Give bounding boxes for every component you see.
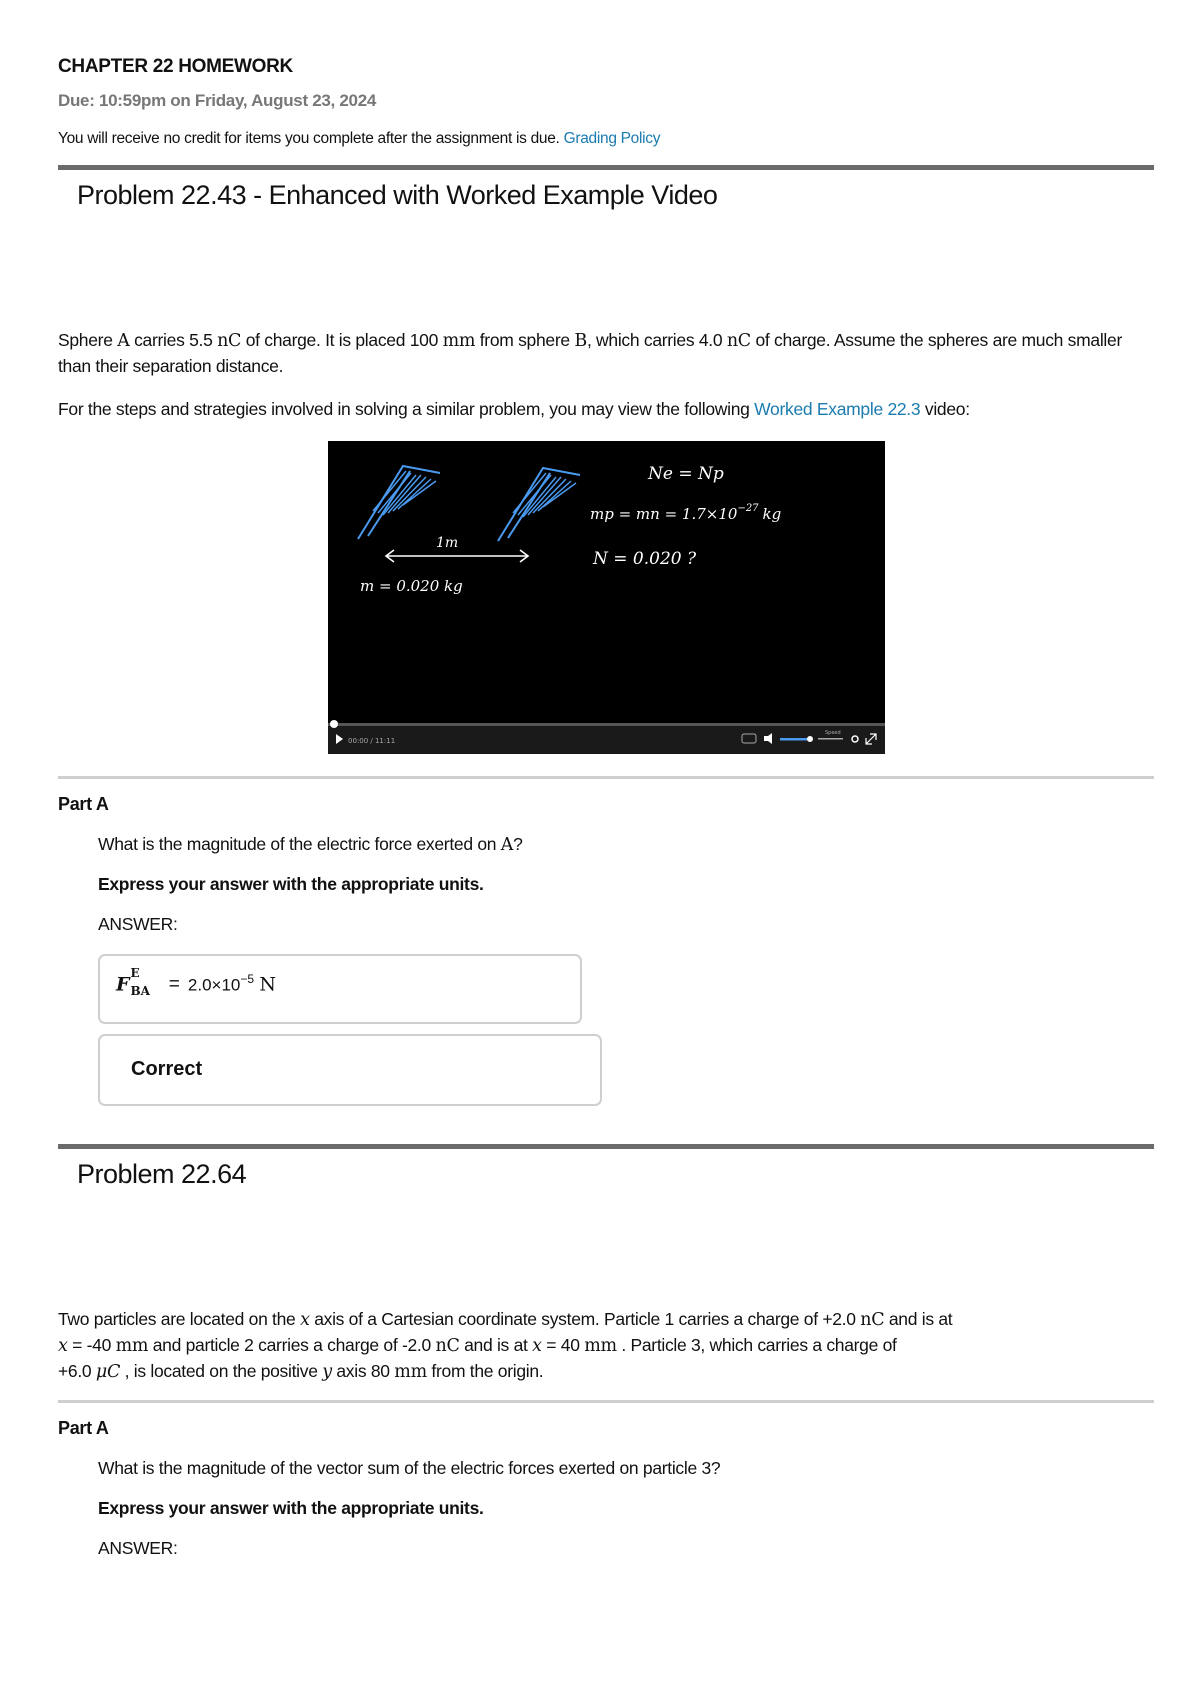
equation-n-value: N = 0.020 ? xyxy=(593,549,697,569)
problem-title: Problem 22.43 - Enhanced with Worked Example Video xyxy=(77,180,718,210)
video-progress-track xyxy=(328,723,885,726)
distance-arrow xyxy=(386,550,528,562)
part-a-instructions-2: Express your answer with the appropriate units. xyxy=(98,1498,484,1518)
correct-status: Correct xyxy=(131,1058,203,1080)
problem-title-2: Problem 22.64 xyxy=(77,1159,247,1189)
problem-2-statement: Two particles are located on the x axis of a Cartesian coordinate system. Particle 1 carries a charge of +2.0 nC and is at x = -40 mm and particle 2 carries a charge of -2.0 nC and is at x = 40 mm . Particle 3, which carries a charge of +6.0 μC , is located on the positive y axis 80 mm from the origin. xyxy=(58,1309,953,1382)
distance-label: 1m xyxy=(436,535,459,551)
equation-mass-proton: mp = mn = $1.7\times 10^{-27}$ kg xyxy=(590,503,782,523)
problem-statement: Sphere A carries 5.5 nC of charge. It is placed 100 mm from sphere B, which carries 4.0 nC of charge. Assume the spheres are much smaller than their separation distance. xyxy=(58,330,1122,376)
comb-drawing-right xyxy=(498,468,580,541)
worked-example-text: For the steps and strategies involved in solving a similar problem, you may view the following Worked Example 22.3 video: xyxy=(58,399,970,419)
due-date: Due: 10:59pm on Friday, August 23, 2024 xyxy=(58,91,377,110)
submitted-answer: F E BA = $2.0\times 10^{-5}$ N xyxy=(116,966,276,999)
part-a-label-2: Part A xyxy=(58,1418,109,1438)
video-time: 00:00 / 11:11 xyxy=(348,737,396,745)
answer-box xyxy=(98,954,582,1024)
sphere-b-symbol: B xyxy=(574,331,587,351)
problem-divider-2 xyxy=(58,1144,1154,1149)
speed-slider xyxy=(818,738,843,740)
sphere-a-symbol: A xyxy=(117,331,130,351)
equation-ne-np: Ne = Np xyxy=(648,464,724,484)
video-progress-handle xyxy=(330,720,338,728)
worked-example-link[interactable]: Worked Example 22.3 xyxy=(754,399,921,419)
answer-label: ANSWER: xyxy=(98,914,178,934)
video-frame xyxy=(328,441,885,754)
mass-label: m = 0.020 kg xyxy=(360,577,463,595)
comb-drawing-left xyxy=(358,466,440,539)
problem-divider xyxy=(58,165,1154,170)
speed-label: Speed xyxy=(825,730,841,736)
part-divider xyxy=(58,776,1154,779)
part-divider-2 xyxy=(58,1400,1154,1403)
part-a-label: Part A xyxy=(58,794,109,814)
worked-example-video[interactable] xyxy=(328,441,885,754)
part-a-question-2: What is the magnitude of the vector sum of the electric forces exerted on particle 3? xyxy=(98,1458,721,1478)
answer-label-2: ANSWER: xyxy=(98,1538,178,1558)
force-symbol: F xyxy=(116,973,130,996)
late-notice-text: You will receive no credit for items you complete after the assignment is due. xyxy=(58,130,560,147)
part-a-question: What is the magnitude of the electric force exerted on A? xyxy=(98,834,523,855)
feedback-box xyxy=(98,1034,602,1106)
chapter-title: CHAPTER 22 HOMEWORK xyxy=(58,56,293,77)
grading-policy-link[interactable]: Grading Policy xyxy=(563,130,661,147)
late-notice xyxy=(58,130,660,148)
volume-slider xyxy=(780,738,810,741)
part-a-instructions: Express your answer with the appropriate units. xyxy=(98,874,484,894)
